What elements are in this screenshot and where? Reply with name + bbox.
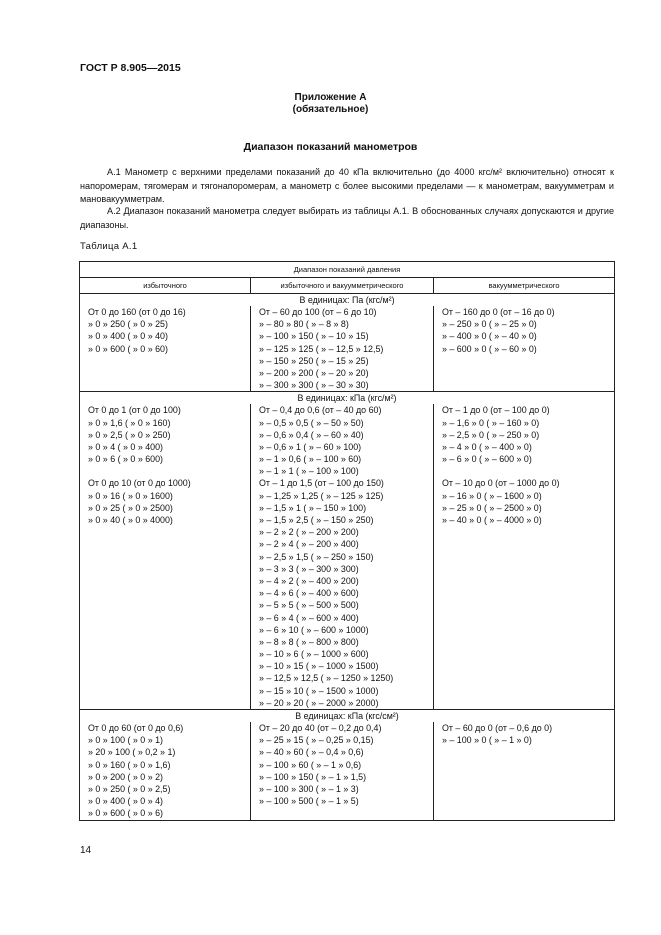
- range-line: » – 1,5 » 1 ( » – 150 » 100): [259, 502, 367, 513]
- range-cell-col3: [434, 722, 615, 820]
- range-line: » – 1 » 1 ( » – 100 » 100): [259, 466, 359, 477]
- col-header-vacuum: вакуумметрического: [434, 278, 615, 294]
- range-line: » – 6 » 4 ( » – 600 » 400): [259, 612, 359, 623]
- unit-row: В единицах: кПа (кгс/м²): [80, 392, 615, 405]
- range-cell-col1: [80, 722, 251, 820]
- range-line: » – 100 » 60 ( » – 1 » 0,6): [259, 759, 362, 770]
- table-body: [80, 294, 615, 821]
- range-line: » – 1,25 » 1,25 ( » – 125 » 125): [259, 490, 384, 501]
- appendix-status: (обязательное): [292, 104, 369, 115]
- page-number: 14: [80, 845, 92, 856]
- range-line: » – 100 » 150 ( » – 10 » 15): [259, 331, 369, 342]
- range-line: » 0 » 160 ( » 0 » 1,6): [88, 759, 171, 770]
- range-line: От 0 до 10 (от 0 до 1000): [88, 478, 191, 489]
- range-line: » – 2 » 4 ( » – 200 » 400): [259, 539, 359, 550]
- range-line: » – 4 » 6 ( » – 400 » 600): [259, 588, 359, 599]
- range-line: » – 1 » 0,6 ( » – 100 » 60): [259, 454, 362, 465]
- range-cell-col1: [80, 306, 251, 392]
- unit-row: В единицах: Па (кгс/м²): [80, 294, 615, 307]
- range-line: » – 3 » 3 ( » – 300 » 300): [259, 563, 359, 574]
- range-line: » 20 » 100 ( » 0,2 » 1): [88, 747, 176, 758]
- range-line: » – 600 » 0 ( » – 60 » 0): [442, 343, 537, 354]
- range-line: » – 1,5 » 2,5 ( » – 150 » 250): [259, 515, 374, 525]
- range-line: » – 400 » 0 ( » – 40 » 0): [442, 331, 537, 342]
- paragraph-a1: [80, 166, 614, 207]
- range-cell-col2: [251, 306, 434, 392]
- range-line: » – 5 » 5 ( » – 500 » 500): [259, 600, 359, 611]
- range-line: » 0 » 600 ( » 0 » 60): [88, 343, 168, 354]
- range-line: » – 100 » 150 ( » – 1 » 1,5): [259, 771, 367, 782]
- range-line: » – 2,5 » 0 ( » – 250 » 0): [442, 429, 540, 440]
- section-title: Диапазон показаний манометров: [243, 141, 418, 153]
- range-line: » – 6 » 10 ( » – 600 » 1000): [259, 624, 369, 635]
- paragraph-a2: [80, 205, 614, 232]
- table-main-header: Диапазон показаний давления: [80, 262, 615, 278]
- range-line: » 0 » 1,6 ( » 0 » 160): [88, 417, 171, 428]
- range-line: » – 16 » 0 ( » – 1600 » 0): [442, 490, 542, 501]
- range-line: [442, 465, 614, 477]
- range-line: От – 60 до 0 (от – 0,6 до 0): [442, 723, 553, 733]
- range-line: » – 100 » 0 ( » – 1 » 0): [442, 735, 532, 746]
- table-caption: Таблица А.1: [80, 241, 138, 252]
- range-line: » 0 » 100 ( » 0 » 1): [88, 735, 163, 746]
- range-line: » 0 » 2,5 ( » 0 » 250): [88, 429, 171, 440]
- document-header: ГОСТ Р 8.905—2015: [80, 62, 181, 74]
- range-line: » – 1,6 » 0 ( » – 160 » 0): [442, 417, 540, 428]
- range-line: » – 125 » 125 ( » – 12,5 » 12,5): [259, 343, 384, 354]
- range-line: » – 6 » 0 ( » – 600 » 0): [442, 454, 532, 465]
- range-line: » 0 » 400 ( » 0 » 4): [88, 796, 163, 807]
- range-line: » – 150 » 250 ( » – 15 » 25): [259, 355, 369, 366]
- range-line: » 0 » 250 ( » 0 » 2,5): [88, 783, 171, 794]
- range-line: От – 20 до 40 (от – 0,2 до 0,4): [259, 723, 382, 733]
- range-line: » – 100 » 300 ( » – 1 » 3): [259, 783, 359, 794]
- col-header-gauge: избыточного: [80, 278, 251, 294]
- range-line: » – 25 » 15 ( » – 0,25 » 0,15): [259, 735, 374, 746]
- range-line: » – 250 » 0 ( » – 25 » 0): [442, 319, 537, 330]
- range-table: [79, 261, 615, 821]
- range-cell-col3: [434, 306, 615, 392]
- range-line: От – 160 до 0 (от – 16 до 0): [442, 307, 555, 317]
- range-cell-col1: [80, 404, 251, 709]
- range-line: » 0 » 25 ( » 0 » 2500): [88, 502, 173, 513]
- unit-row: В единицах: кПа (кгс/см²): [80, 710, 615, 723]
- range-line: От 0 до 1 (от 0 до 100): [88, 405, 181, 416]
- range-line: » 0 » 6 ( » 0 » 600): [88, 454, 163, 465]
- range-cell-col3: [434, 404, 615, 709]
- range-line: » 0 » 250 ( » 0 » 25): [88, 319, 168, 330]
- range-line: » 0 » 40 ( » 0 » 4000): [88, 515, 173, 525]
- range-line: » – 80 » 80 ( » – 8 » 8): [259, 319, 349, 330]
- range-line: » – 4 » 2 ( » – 400 » 200): [259, 575, 359, 586]
- range-line: » – 100 » 500 ( » – 1 » 5): [259, 796, 359, 807]
- range-line: От – 0,4 до 0,6 (от – 40 до 60): [259, 405, 382, 416]
- range-line: » – 25 » 0 ( » – 2500 » 0): [442, 502, 542, 513]
- range-line: » – 0,6 » 1 ( » – 60 » 100): [259, 441, 362, 452]
- range-line: » – 0,6 » 0,4 ( » – 60 » 40): [259, 429, 364, 440]
- range-line: » – 2,5 » 1,5 ( » – 250 » 150): [259, 551, 374, 562]
- range-line: От – 10 до 0 (от – 1000 до 0): [442, 478, 560, 489]
- range-line: » – 300 » 300 ( » – 30 » 30): [259, 380, 369, 391]
- range-cell-col2: [251, 404, 434, 709]
- range-line: От – 1 до 0 (от – 100 до 0): [442, 405, 550, 416]
- col-header-compound: избыточного и вакуумметрического: [251, 278, 434, 294]
- range-line: » 0 » 400 ( » 0 » 40): [88, 331, 168, 342]
- range-line: От 0 до 60 (от 0 до 0,6): [88, 723, 184, 733]
- range-line: » – 200 » 200 ( » – 20 » 20): [259, 367, 369, 378]
- range-line: » 0 » 200 ( » 0 » 2): [88, 771, 163, 782]
- paragraph-a1-text: А.1 Манометр с верхними пределами показаний до 40 кПа включительно (до 4000 кгс/м² включительно) относят к напоромерам, тягомерам и тягонапоромерам, а манометр с более высокими пределами — к манометрам, вакуумметрам и мановакуумметрам.: [80, 167, 614, 204]
- range-line: » 0 » 600 ( » 0 » 6): [88, 808, 163, 819]
- range-line: [88, 465, 250, 477]
- range-line: От 0 до 160 (от 0 до 16): [88, 307, 186, 317]
- range-line: » – 2 » 2 ( » – 200 » 200): [259, 527, 359, 538]
- range-line: » – 40 » 60 ( » – 0,4 » 0,6): [259, 747, 364, 758]
- range-line: » – 10 » 15 ( » – 1000 » 1500): [259, 661, 379, 672]
- range-line: » 0 » 16 ( » 0 » 1600): [88, 490, 173, 501]
- range-cell-col2: [251, 722, 434, 820]
- range-line: » – 15 » 10 ( » – 1500 » 1000): [259, 685, 379, 696]
- range-line: От – 1 до 1,5 (от – 100 до 150): [259, 478, 384, 489]
- range-line: » – 40 » 0 ( » – 4000 » 0): [442, 515, 542, 525]
- range-line: » – 20 » 20 ( » – 2000 » 2000): [259, 697, 379, 708]
- range-line: » – 10 » 6 ( » – 1000 » 600): [259, 649, 369, 660]
- range-line: » – 0,5 » 0,5 ( » – 50 » 50): [259, 417, 364, 428]
- range-line: » – 4 » 0 ( » – 400 » 0): [442, 441, 532, 452]
- range-line: » – 8 » 8 ( » – 800 » 800): [259, 636, 359, 647]
- range-line: От – 60 до 100 (от – 6 до 10): [259, 307, 377, 317]
- paragraph-a2-text: А.2 Диапазон показаний манометра следует выбирать из таблицы А.1. В обоснованных случаях допускаются и другие диапазоны.: [80, 206, 614, 230]
- range-line: » – 12,5 » 12,5 ( » – 1250 » 1250): [259, 673, 394, 684]
- appendix-title: Приложение А: [294, 92, 367, 103]
- range-line: » 0 » 4 ( » 0 » 400): [88, 441, 163, 452]
